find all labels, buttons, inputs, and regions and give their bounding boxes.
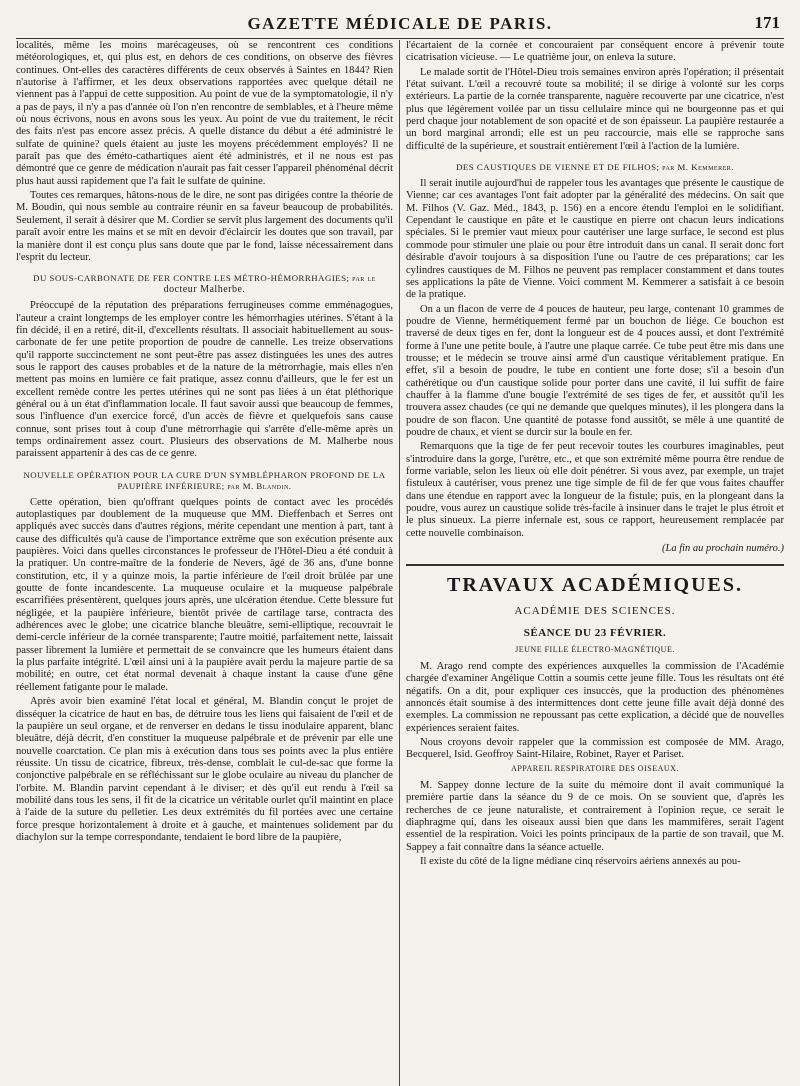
academy-name: ACADÉMIE DES SCIENCES.: [514, 605, 676, 618]
travaux-title: TRAVAUX ACADÉMIQUES.: [447, 574, 743, 597]
column-divider: [399, 40, 400, 1086]
paragraph: Il serait inutile aujourd'hui de rappeler tous les avantages que présente le caustique de Vienne; car ces avantages l'ont fait adopter par la généralité des médecins. On sait que M. Filhos (V. Gaz. Méd., 1843, p. 156) en a encore étendu l'emploi en le solidifiant. Cependant le caustique en pâte et le caustique en pierre ont chacun leurs indications spéciales. Si le premier vaut mieux pour cautériser une large surface, le second est plus commode pour stimuler une plaie ou pour être introduit dans un canal. Il serait donc fort désirable d'avoir toujours à sa disposition l'une ou l'autre de ces préparations; car les cylindres caustiques de M. Filhos ne peuvent pas remplacer constamment et dans toutes ses applications la pâte de Vienne. Voici comment M. Kemmerer a satisfait à ce besoin de la pratique.: [406, 178, 784, 301]
paragraph: Nous croyons devoir rappeler que la commission est composée de MM. Arago, Becquerel, Isid. Geoffroy Saint-Hilaire, Robinet, Rayer et Pariset.: [406, 737, 784, 761]
paragraph: Remarquons que la tige de fer peut recevoir toutes les courbures imaginables, peut s'introduire dans la gorge, l'urètre, etc., et que son extrémité même pourra être rendue de forme variable, selon les lieux où elle doit pénétrer. Si vous avez, par exemple, un trajet fistuleux à cautériser, vous prenez une tige simple de fil de fer que vous faites chauffer dans une étendue en rapport avec la longueur de la fistule; puis, en la plongeant dans la poudre, vous aurez un caustique solide très-facile à insinuer dans le trajet le plus étroit et le plus sinueux. La pierre infernale est, sous ce rapport, heureusement remplacée par cette nouvelle combinaison.: [406, 441, 784, 539]
right-column: [406, 40, 784, 1086]
section-author: docteur Malherbe.: [163, 284, 246, 296]
continued-note: (La fin au prochain numéro.): [661, 543, 784, 555]
paragraph: Préoccupé de la réputation des préparations ferrugineuses comme emménagogues, l'auteur a craint longtemps de les employer contre les hémorrhagies utérines. S'étant à la fin décidé, il en a retiré, dit-il, d'excellents résultats. Il associait habituellement au sous-carbonate de fer une petite proportion de poudre de cannelle. Les treize observations qu'il rapporte succinctement ne sont peut-être pas assez distinguées les unes des autres sous le rapport des causes probables et de la nature de la métrorrhagie, mais elles n'en mettent pas moins en lumière ce fait pratique, assez connu d'ailleurs, que le fer est un excellent remède contre les pertes utérines qui ne sont pas liées à un état pléthorique général ou à un état d'inflammation locale. Il faut savoir aussi que beaucoup de femmes, sous l'influence d'un exercice forcé, d'un accès de fièvre et quelquefois sans cause connue, sont prises tout à coup d'une métrorrhagie qui s'arrête d'elle-même après un temps ordinairement assez court. Plusieurs des observations de M. Malherbe nous paraissent appartenir à des cas de ce genre.: [16, 300, 393, 460]
page-number: 171: [754, 13, 780, 32]
section-title: DU SOUS-CARBONATE DE FER CONTRE LES MÉTRO-HÉMORRHAGIES; par le: [33, 273, 376, 284]
paragraph: On a un flacon de verre de 4 pouces de hauteur, peu large, contenant 10 grammes de poudre de Vienne, hermétiquement fermé par un bouchon de liége. Ce bouchon est traversé de deux tiges en fer, dont la longueur est de 4 pouces aussi, et dont l'extrémité forme à l'une une petite boule, à l'autre une plaque carrée. Ce tube peut être mis dans une trousse; et le médecin se trouve ainsi armé d'un caustique véritablement pratique. En effet, s'il a besoin de poudre, le tube en contient une forte dose; s'il a besoin d'un cathérétique ou d'un caustique solide pour porter dans une cavité, il lui suffit de faire chauffer à la flamme d'une bougie l'extrémité de ses tiges de fer, et aussitôt qu'il les trouvera assez chaudes (ce qui ne demande que quelques minutes), il les plongera dans la poudre de son flacon. Une quantité de potasse fond aussitôt, se mêle à une quantité de poudre de chaux, et vient se durcir sur la boule en fer.: [406, 303, 784, 438]
paragraph: Le malade sortit de l'Hôtel-Dieu trois semaines environ après l'opération; il présentait l'état suivant. L'œil a recouvré toute sa mobilité; il se dirige à volonté sur les corps extérieurs. La partie de la cornée transparente, naguère recouverte par une cicatrice, n'est plus que légèrement voilée par un tissu cellulaire mince qui ne bourgeonne pas et qui perd chaque jour notablement de son opacité et de son épaisseur. La paupière restaurée a un bord marginal arrondi; elle est un peu raccourcie, mais elle se rapproche sans difficulté de la supérieure, et soustrait entièrement l'œil à l'action de la lumière.: [406, 66, 784, 152]
section-heading: NOUVELLE OPÉRATION POUR LA CURE D'UN SYMBLÉPHARON PROFOND DE LA PAUPIÈRE INFÉRIEURE; par M. Blandin.: [23, 469, 386, 491]
journal-title: GAZETTE MÉDICALE DE PARIS.: [247, 14, 553, 33]
text-columns: [16, 40, 784, 1086]
section-divider: [406, 564, 784, 566]
paragraph: localités, même les moins marécageuses, où se rencontrent ces conditions météorologiques, et, qui plus est, en dehors de ces conditions, on observe des fièvres continues. Ont-elles des caractères différents de ceux observés à Saintes en 1844? Rien n'autorise à l'affirmer, et les deux observations rapportées avec quelque détail ne viennent pas à l'appui de cette supposition. Au point de vue de la symptomatologie, il n'y a pas de pays, il n'y a pas d'année où l'on n'en rencontre de semblables, et à l'heure même où nous écrivons, nous en avons sous les yeux. Au point de vue du traitement, le récit des faits n'est pas encore assez précis. A quelle distance du début a été administré le sulfate de quinine? quels étaient au juste les moyens précédemment employés? Il ne paraît pas que des éméto-cathartiques aient été administrés, et il ne nous est pas démontré que ce genre de médication n'aurait pas fait cesser l'appareil phénoménal décrit plus haut aussi rapidement que l'a fait le sulfate de quinine.: [16, 40, 393, 187]
subsection-heading: APPAREIL RESPIRATOIRE DES OISEAUX.: [511, 763, 679, 773]
subsection-heading: JEUNE FILLE ÉLECTRO-MAGNÉTIQUE.: [515, 645, 675, 655]
left-column: [16, 40, 393, 1086]
page-header: [16, 12, 784, 39]
paragraph: M. Sappey donne lecture de la suite du mémoire dont il avait communiqué la première partie dans la séance du 9 de ce mois. On se souvient que, d'après les recherches de ce jeune naturaliste, et contrairement à l'opinion reçue, ce serait le diaphragme qui, dans les oiseaux aussi bien que dans les mammifères, serait l'agent essentiel de la respiration. Voici les points principaux de la partie de son travail, que M. Sappey a fait connaître dans la séance actuelle.: [406, 779, 784, 853]
paragraph: Cette opération, bien qu'offrant quelques points de contact avec les procédés autoplastiques par doublement de la muqueuse que MM. Dieffenbach et Serres ont appliqués avec succès dans d'autres régions, mérite cependant une mention à part, tant à cause des difficultés qu'à cause de l'importance extrême que son exécution présente aux paupières. Voici dans quelles circonstances le professeur de l'Hôtel-Dieu a été conduit à la pratiquer. Un contre-maître de la fonderie de Nevers, âgé de 36 ans, d'une bonne constitution, etc, il y a quinze mois, la partie inférieure de l'œil droit brûlée par une goutte de fonte incandescente. La muqueuse oculaire et la muqueuse palpébrale escarrifiées présentèrent, quelques jours après, une ulcération étendue. Cette blessure fut négligée, et la paupière inférieure, bientôt privée de cartilage tarse, contracta des adhérences avec le globe; une cicatrice blanche bleuâtre, semi-elliptique, recouvrait le demi-cercle inférieur de la cornée transparente; l'autre moitié, parfaitement nette, laissait passer librement la lumière et permettait de se convaincre que les humeurs étaient dans la plus parfaite intégrité. L'œil ainsi uni à la paupière avait perdu la majeure partie de sa mobilité; en outre, cet état normal devenait à chaque instant la cause d'une gêne réellement fatigante pour le malade.: [16, 496, 393, 693]
section-heading: [16, 273, 393, 295]
paragraph: M. Arago rend compte des expériences auxquelles la commission de l'Académie chargée d'examiner Angélique Cottin a soumis cette jeune fille. Tous les résultats ont été négatifs. On a dit, pour expliquer ces insuccès, que la production des phénomènes annoncés était soumise à des intermittences dont cette jeune fille avait déjà donné des exemples. La commission ne repoussant pas cette explication, a décidé que de nouvelles expériences seraient faites.: [406, 661, 784, 734]
paragraph: Il existe du côté de la ligne médiane cinq réservoirs aériens annexés au pou-: [420, 855, 741, 867]
section-heading: DES CAUSTIQUES DE VIENNE ET DE FILHOS; par M. Kemmerer.: [456, 162, 734, 173]
paragraph: l'écartaient de la cornée et concouraient par conséquent encore à prévenir toute cicatrisation vicieuse. — Le quatrième jour, on enleva la suture.: [406, 40, 784, 64]
paragraph: Toutes ces remarques, hâtons-nous de le dire, ne sont pas dirigées contre la théorie de M. Boudin, qui nous semble au contraire réunir en sa faveur beaucoup de probabilités. Seulement, il serait à désirer que M. Cordier se servît plus largement des documents qu'il paraît avoir entre les mains et se mît en devoir d'éclaircir les doutes que son travail, par la manière dont il est conçu plus sans doute que par le fond, laisse nécessairement dans l'esprit du lecteur.: [16, 190, 393, 263]
paragraph: Après avoir bien examiné l'état local et général, M. Blandin conçut le projet de disséquer la cicatrice de haut en bas, de détruire tous les liens qui faisaient de l'œil et de la paupière un seul organe, et de renverser en dedans le tissu inodulaire apparent, blanc bleuâtre, déjà décrit, d'en constituer la muqueuse palpébrale et de prévenir par elle une nouvelle coarctation. Ce plan mis à exécution dans tous ses points avec la plus entière réussite. Un tissu de cicatrice, fibreux, très-dense, comblait le cul-de-sac que forme la conjonctive palpébrale en se réfléchissant sur le globe oculaire au niveau du plancher de l'orbite. M. Blandin parvint cependant à le diviser; et dès qu'il eut rendu à l'œil sa mobilité dans tous les sens, il fit de la cicatrice un véritable ourlet qu'il maintint en place à l'aide de la suture du pelletier. Les deux extrémités du fil portées avec une certaine force presque horizontalement à droite et à gauche, et maintenues solidement par du diachylon sur la tempe correspondante, tendaient le bord libre de la paupière,: [16, 696, 393, 843]
session-date: SÉANCE DU 23 FÉVRIER.: [523, 627, 667, 640]
